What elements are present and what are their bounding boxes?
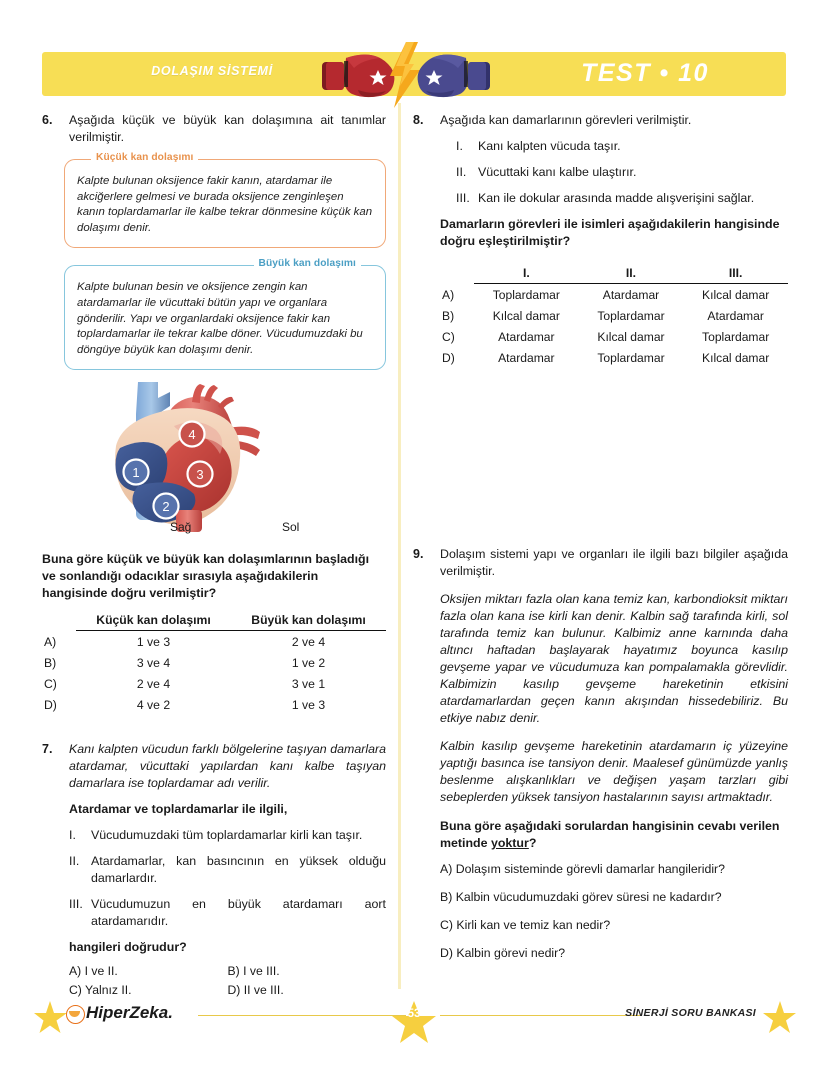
table-header-iii: III.: [683, 266, 788, 284]
cell-d-kucuk: 4 ve 2: [136, 698, 171, 713]
table-header-i: I.: [474, 266, 579, 284]
table-row[interactable]: [440, 347, 788, 368]
question-9: [413, 546, 788, 973]
question-9-prompt-part1: Buna göre aşağıdaki sorulardan hangisinin cevabı verilen metinde: [440, 819, 780, 850]
question-7-question: hangileri doğrudur?: [69, 940, 187, 955]
list-item: [456, 138, 788, 155]
roman-text-iii: Kan ile dokular arasında madde alışverişini sağlar.: [478, 191, 755, 205]
svg-text:3: 3: [196, 467, 204, 483]
column-divider: [398, 103, 401, 989]
question-8-roman-list: [456, 138, 788, 207]
roman-text-ii: Vücuttaki kanı kalbe ulaştırır.: [478, 165, 637, 179]
roman-text-ii: Atardamarlar, kan basıncının en yüksek olduğu damarlardır.: [91, 854, 386, 886]
cell-d-buyuk: 1 ve 3: [291, 698, 326, 713]
cell-c-kucuk: 2 ve 4: [136, 677, 171, 692]
svg-text:1: 1: [132, 465, 140, 481]
publisher-name: SİNERJİ SORU BANKASI: [625, 1007, 756, 1019]
table-row[interactable]: [42, 694, 386, 715]
cell-c-ii: Kılcal damar: [597, 330, 665, 344]
heart-diagram: [42, 382, 386, 542]
table-header-kucuk: Küçük kan dolaşımı: [76, 613, 231, 631]
roman-text-i: Kanı kalpten vücuda taşır.: [478, 139, 621, 153]
table-row[interactable]: [42, 631, 386, 653]
option-a[interactable]: A) I ve II.: [69, 964, 118, 979]
question-7-prompt: Atardamar ve toplardamarlar ile ilgili,: [69, 802, 288, 817]
cell-d-iii: Kılcal damar: [702, 351, 770, 365]
option-label-c: C): [442, 330, 455, 344]
question-9-options: [440, 861, 788, 962]
question-7-roman-list: [69, 827, 386, 930]
question-9-prompt-underlined: yoktur: [490, 836, 529, 850]
option-label-c: C): [44, 677, 57, 692]
option-label-d: D): [442, 351, 455, 365]
table-row[interactable]: [440, 305, 788, 326]
cell-a-i: Toplardamar: [492, 288, 560, 302]
question-7-options: [69, 964, 386, 997]
question-6-number: 6.: [42, 113, 53, 127]
cell-b-buyuk: 1 ve 2: [291, 656, 326, 671]
question-7: [42, 741, 386, 997]
brand-suffix: .: [168, 1003, 173, 1022]
table-header-blank: [440, 266, 474, 284]
callout-legend-buyuk: Büyük kan dolaşımı: [254, 258, 361, 269]
cell-b-i: Kılcal damar: [492, 309, 560, 323]
boxing-gloves-icon: [306, 42, 506, 108]
svg-text:2: 2: [162, 499, 170, 515]
cell-b-iii: Atardamar: [707, 309, 764, 323]
table-row[interactable]: [42, 652, 386, 673]
question-8-prompt: Damarların görevleri ile isimleri aşağıdakilerin hangisinde doğru eşleştirilmiştir?: [440, 217, 780, 248]
option-label-a: A): [44, 635, 57, 650]
cell-c-buyuk: 3 ve 1: [291, 677, 326, 692]
roman-text-iii: Vücudumuzun en büyük atardamarı aort atardamarıdır.: [91, 897, 386, 929]
cell-a-buyuk: 2 ve 4: [291, 635, 326, 650]
svg-text:4: 4: [188, 427, 196, 443]
roman-label-i: I.: [69, 828, 76, 843]
roman-label-iii: III.: [69, 897, 83, 912]
cell-c-i: Atardamar: [498, 330, 555, 344]
callout-legend-kucuk: Küçük kan dolaşımı: [91, 152, 198, 163]
question-9-paragraph-2: Kalbin kasılıp gevşeme hareketinin atardamarın iç yüzeyine yaptığı basınca ise tansiyon denir. Maalesef günümüzde yanlış beslenme alışkanlıkları ve değişen yaşam tarzları gibi sebeplerden yüksek tansiyon hastalarının sayısı artmaktadır.: [440, 739, 788, 804]
brand-part-hiper: Hiper: [86, 1003, 130, 1022]
option-label-b: B): [442, 309, 455, 323]
callout-text-buyuk: Kalpte bulunan besin ve oksijence zengin kan atardamarlar ile vücuttaki bütün yapı ve organlara gönderilir. Yapı ve organlardaki oksijence fakir kan toplardamarlar ile tekrar kalbe döner. Vücudumuzdaki bu döngüye büyük kan dolaşımı denir.: [77, 281, 363, 356]
page-number-star-icon: [390, 1000, 438, 1046]
cell-b-kucuk: 3 ve 4: [136, 656, 171, 671]
cell-a-kucuk: 1 ve 3: [136, 635, 171, 650]
list-item: [69, 827, 386, 844]
question-9-prompt-part2: ?: [528, 836, 537, 850]
option-b[interactable]: B) Kalbin vücudumuzdaki görev süresi ne kadardır?: [440, 890, 722, 904]
option-c[interactable]: C) Yalnız II.: [69, 983, 132, 998]
table-header-blank: [42, 613, 76, 631]
cell-a-iii: Kılcal damar: [702, 288, 770, 302]
callout-number-1: [124, 460, 149, 485]
cell-a-ii: Atardamar: [602, 288, 660, 302]
table-header-buyuk: Büyük kan dolaşımı: [231, 613, 386, 631]
brand-part-zeka: Zeka: [129, 1003, 169, 1022]
option-b[interactable]: B) I ve III.: [227, 964, 280, 979]
page-footer: [0, 995, 828, 1055]
decorative-star-left-icon: [34, 999, 68, 1037]
list-item: [69, 853, 386, 887]
roman-label-ii: II.: [69, 854, 80, 869]
footer-rule-left: [198, 1015, 406, 1016]
table-row[interactable]: [440, 284, 788, 306]
question-8-stem: Aşağıda kan damarlarının görevleri verilmiştir.: [440, 113, 692, 127]
question-8: [413, 112, 788, 368]
option-label-d: D): [44, 698, 57, 713]
right-column: [413, 112, 788, 973]
left-column: [42, 112, 386, 997]
test-label: TEST • 10: [581, 59, 709, 87]
brand-name: [86, 1003, 173, 1023]
callout-number-2: [154, 494, 179, 519]
cell-b-ii: Toplardamar: [597, 309, 665, 323]
roman-label-iii: III.: [456, 191, 470, 205]
roman-text-i: Vücudumuzdaki tüm toplardamarlar kirli kan taşır.: [91, 828, 363, 843]
page-number: 53: [407, 1008, 421, 1020]
heart-label-left: Sağ: [170, 520, 192, 535]
option-label-a: A): [442, 287, 455, 302]
option-d[interactable]: D) Kalbin görevi nedir?: [440, 946, 566, 960]
list-item: [456, 190, 788, 207]
footer-rule-right: [440, 1015, 640, 1016]
decorative-star-right-icon: [762, 999, 796, 1037]
option-d[interactable]: D) II ve III.: [227, 983, 284, 998]
roman-label-i: I.: [456, 139, 463, 153]
question-8-number: 8.: [413, 113, 424, 127]
question-9-stem: Dolaşım sistemi yapı ve organları ile ilgili bazı bilgiler aşağıda verilmiştir.: [440, 547, 788, 578]
callout-kucuk-kan-dolasimi: [64, 152, 386, 248]
heart-label-right: Sol: [282, 520, 300, 535]
question-9-number: 9.: [413, 547, 424, 561]
table-header-ii: II.: [579, 266, 684, 284]
question-6-stem: Aşağıda küçük ve büyük kan dolaşımına ait tanımlar verilmiştir.: [69, 113, 386, 144]
table-header-row: [42, 613, 386, 631]
table-row[interactable]: [42, 673, 386, 694]
roman-label-ii: II.: [456, 165, 467, 179]
question-8-answer-table: [440, 266, 788, 368]
callout-number-4: [180, 422, 205, 447]
callout-buyuk-kan-dolasimi: [64, 258, 386, 370]
cell-d-i: Atardamar: [498, 351, 555, 365]
option-c[interactable]: C) Kirli kan ve temiz kan nedir?: [440, 918, 611, 932]
table-header-row: [440, 266, 788, 284]
cell-c-iii: Toplardamar: [702, 330, 770, 344]
list-item: [456, 164, 788, 181]
question-6-prompt: Buna göre küçük ve büyük kan dolaşımlarının başladığı ve sonlandığı odacıklar sırasıyla aşağıdakilerin hangisinde doğru verilmiştir?: [42, 552, 370, 601]
question-6-answer-table: [42, 613, 386, 715]
question-6: [42, 112, 386, 715]
hiperzeka-logo-icon: [66, 1005, 85, 1024]
option-label-b: B): [44, 656, 57, 671]
question-7-number: 7.: [42, 742, 53, 757]
question-9-prompt: [440, 818, 788, 852]
cell-d-ii: Toplardamar: [597, 351, 665, 365]
list-item: [69, 896, 386, 930]
table-row[interactable]: [440, 326, 788, 347]
option-a[interactable]: A) Dolaşım sisteminde görevli damarlar hangileridir?: [440, 862, 725, 876]
callout-text-kucuk: Kalpte bulunan oksijence fakir kanın, atardamar ile akciğerlere gelmesi ve burada oksijence zenginleşen kanın toplardamarlar ile kalbe tekrar dönmesine küçük kan dolaşımı denir.: [77, 175, 373, 234]
callout-number-3: [188, 462, 213, 487]
question-7-stem: Kanı kalpten vücudun farklı bölgelerine taşıyan damarlara atardamar, vücuttaki yapılardan kanı kalbe taşıyan damarlara ise toplardamar adı verilir.: [69, 742, 386, 791]
topic-title: DOLAŞIM SİSTEMİ: [151, 64, 273, 78]
question-9-paragraph-1: Oksijen miktarı fazla olan kana temiz kan, karbondioksit miktarı fazla olan kana ise kirli kan denir. Kalbin sağ tarafında kirli, sol tarafında temiz kan bulunur. Kalbimiz anne karnında daha altıncı haftadan başlayarak hayatımız boyunca kasılıp gevşeme yapar ve vücudumuza kan pompalamakla görevlidir. Kalbimizin kasılıp gevşeme hareketinin etkisini atardamarlardan geçen kanın akışından hissedebiliriz. Bu etkiye nabız denir.: [440, 592, 788, 725]
